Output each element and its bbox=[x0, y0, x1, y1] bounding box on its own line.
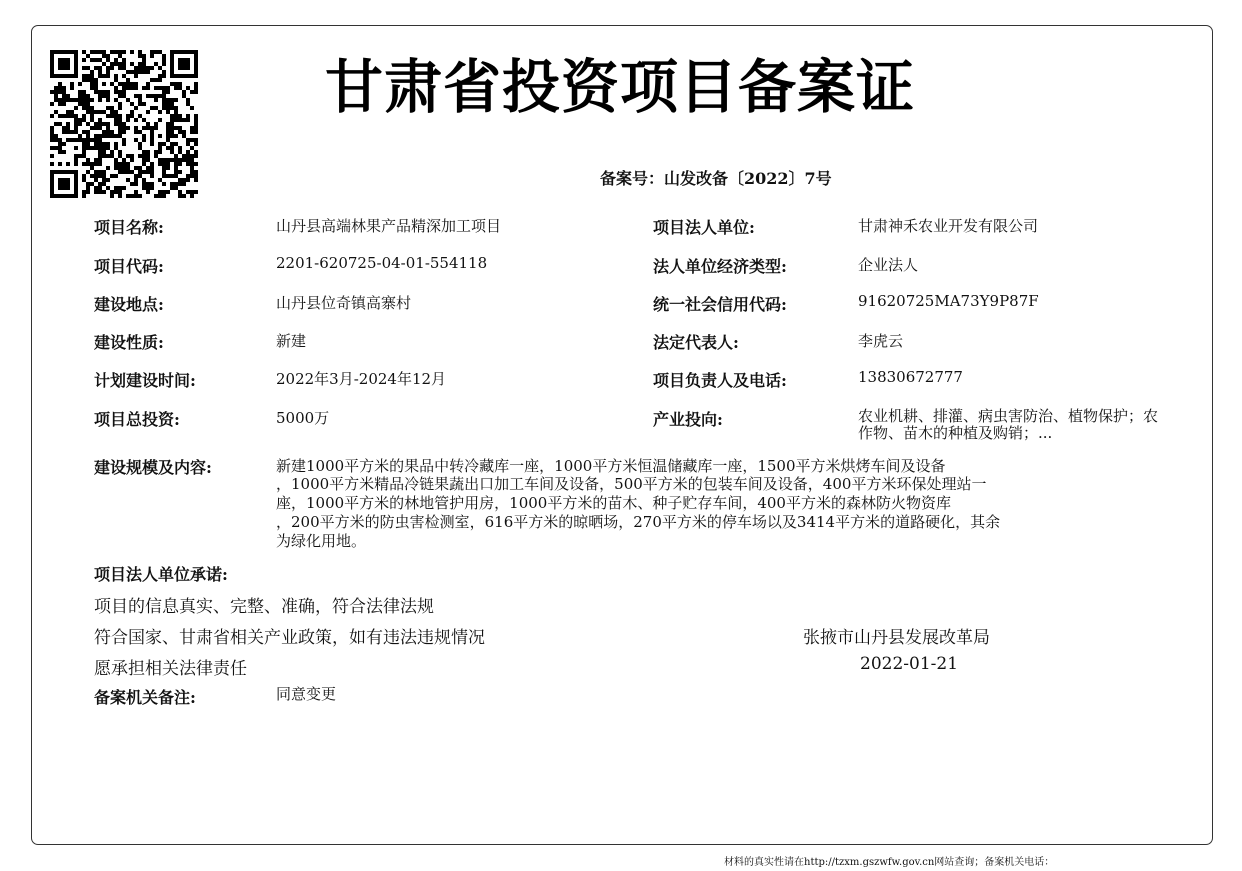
nature-label: 建设性质: bbox=[94, 333, 164, 352]
investment-value: 5000万 bbox=[276, 409, 330, 427]
authority-name: 张掖市山丹县发展改革局 bbox=[803, 628, 990, 648]
legal-entity-label: 项目法人单位: bbox=[653, 218, 755, 237]
nature-value: 新建 bbox=[276, 332, 307, 350]
location-value: 山丹县位奇镇高寨村 bbox=[276, 294, 412, 312]
commitment-line: 符合国家、甘肃省相关产业政策，如有违法违规情况 bbox=[94, 628, 485, 648]
scope-line: 新建1000平方米的果品中转冷藏库一座，1000平方米恒温储藏库一座，1500平方米烘烤车间及设备 bbox=[276, 457, 946, 475]
scope-label: 建设规模及内容: bbox=[94, 458, 212, 477]
footer-note: 材料的真实性请在http://tzxm.gszwfw.gov.cn网站查询；备案机关电话： bbox=[724, 857, 1055, 868]
credit-code-label: 统一社会信用代码: bbox=[653, 295, 787, 314]
economic-type-value: 企业法人 bbox=[858, 256, 919, 274]
certificate-title: 甘肃省投资项目备案证 bbox=[324, 53, 915, 121]
investment-label: 项目总投资: bbox=[94, 410, 180, 429]
scope-line: ，1000平方米精品冷链果蔬出口加工车间及设备，500平方米的包装车间及设备，400平方米环保处理站一 bbox=[276, 475, 987, 493]
credit-code-value: 91620725MA73Y9P87F bbox=[858, 292, 1039, 310]
commitment-line: 项目的信息真实、完整、准确，符合法律法规 bbox=[94, 597, 434, 617]
legal-rep-value: 李虎云 bbox=[858, 332, 904, 350]
project-name-value: 山丹县高端林果产品精深加工项目 bbox=[276, 217, 502, 235]
industry-label: 产业投向: bbox=[653, 410, 723, 429]
industry-value: 农业机耕、排灌、病虫害防治、植物保护；农作物、苗木的种植及购销；... bbox=[858, 407, 1159, 442]
remark-value: 同意变更 bbox=[276, 685, 337, 703]
contact-label: 项目负责人及电话: bbox=[653, 371, 787, 390]
schedule-value: 2022年3月-2024年12月 bbox=[276, 370, 447, 388]
qr-code-icon bbox=[50, 50, 198, 198]
authority-date: 2022-01-21 bbox=[860, 654, 959, 674]
schedule-label: 计划建设时间: bbox=[94, 371, 196, 390]
contact-value: 13830672777 bbox=[858, 368, 963, 386]
scope-line: 为绿化用地。 bbox=[276, 532, 367, 550]
registration-number: 备案号：山发改备〔2022〕7号 bbox=[600, 169, 832, 188]
project-code-label: 项目代码: bbox=[94, 257, 164, 276]
scope-line: ，200平方米的防虫害检测室，616平方米的晾晒场，270平方米的停车场以及3414平方米的道路硬化，其余 bbox=[276, 513, 1001, 531]
economic-type-label: 法人单位经济类型: bbox=[653, 257, 787, 276]
legal-entity-value: 甘肃神禾农业开发有限公司 bbox=[858, 217, 1039, 235]
scope-line: 座，1000平方米的林地管护用房，1000平方米的苗木、种子贮存车间，400平方米的森林防火物资库 bbox=[276, 494, 951, 512]
commitment-line: 愿承担相关法律责任 bbox=[94, 659, 247, 679]
location-label: 建设地点: bbox=[94, 295, 164, 314]
project-code-value: 2201-620725-04-01-554118 bbox=[276, 254, 488, 272]
legal-rep-label: 法定代表人: bbox=[653, 333, 739, 352]
project-name-label: 项目名称: bbox=[94, 218, 164, 237]
remark-label: 备案机关备注: bbox=[94, 688, 196, 707]
commitment-label: 项目法人单位承诺: bbox=[94, 565, 228, 584]
